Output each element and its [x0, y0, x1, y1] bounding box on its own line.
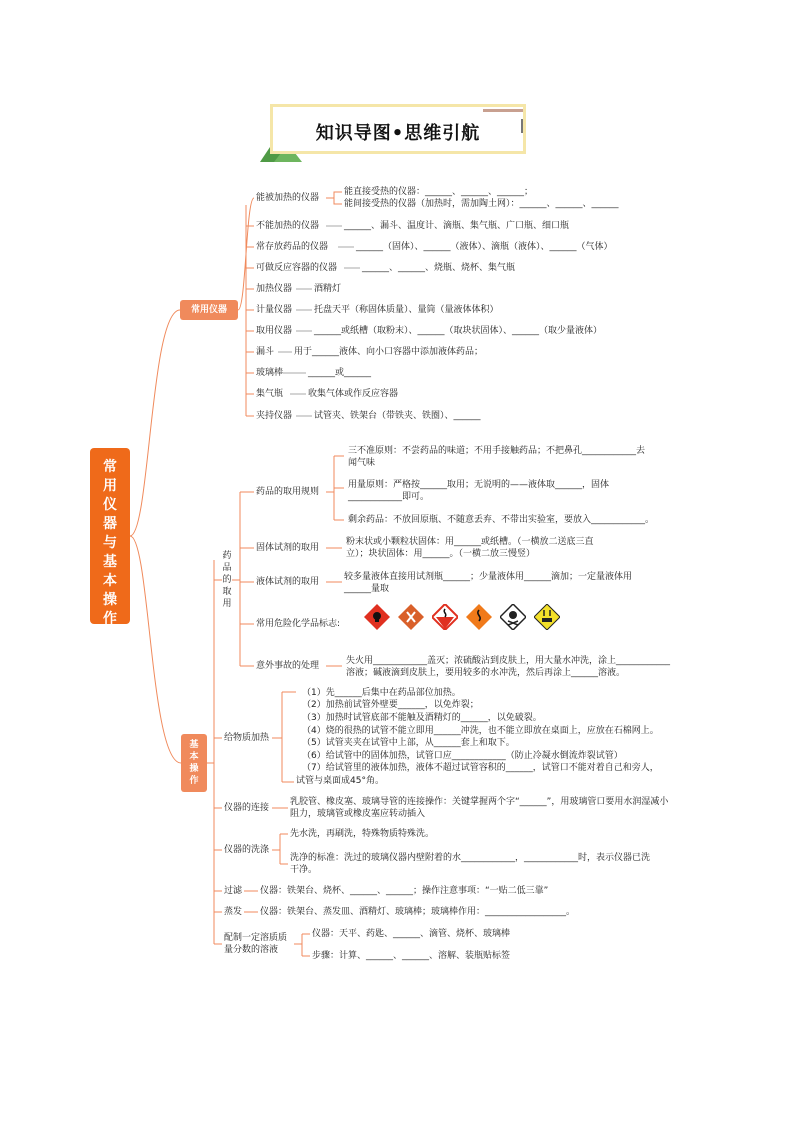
- node-storage: 常存放药品的仪器: [256, 242, 329, 252]
- text-funnel: 用于______液体、向小口容器中添加液体药品；: [294, 347, 484, 357]
- text-heating-1: （1）先______后集中在药品部位加热。: [302, 688, 461, 698]
- text-wash-b: 洗净的标准：洗过的玻璃仪器内壁附着的水____________，____________时，表示仪器已洗: [290, 853, 651, 863]
- text-accident-b: 溶液；碱液滴到皮肤上，要用较多的水冲洗，然后再涂上______溶液。: [346, 668, 626, 678]
- node-measuring: 计量仪器: [256, 305, 293, 315]
- text-clamping: 试管夹、铁架台（带铁夹、铁圈）、______: [314, 411, 481, 421]
- connector-branch1-spine: [238, 198, 254, 416]
- title-decoration-tick: [521, 119, 523, 133]
- text-solution-b: 步骤：计算、______、______、溶解、装瓶贴标签: [312, 951, 511, 961]
- text-measuring: 托盘天平（称固体质量）、量筒（量液体体积）: [314, 305, 499, 315]
- connector-root-branch2: [130, 536, 181, 763]
- text-reaction-vessel: ______、______、烧瓶、烧杯、集气瓶: [362, 263, 516, 273]
- oxidizer-sign: [466, 604, 492, 630]
- text-wash-c: 干净。: [290, 865, 318, 875]
- node-heatable: 能被加热的仪器: [256, 193, 320, 203]
- node-connect: 仪器的连接: [224, 803, 270, 813]
- node-not-heatable: 不能加热的仪器: [256, 221, 320, 231]
- text-connect-a: 乳胶管、橡皮塞、玻璃导管的连接操作：关键掌握两个字“______”，用玻璃管口要用水润湿减小: [290, 797, 669, 807]
- text-liquid-a: 较多量液体直接用试剂瓶______；少量液体用______滴加；一定量液体用: [344, 572, 633, 582]
- text-solid-a: 粉末状或小颗粒状固体：用______或纸槽。（一横放二送底三直: [346, 537, 594, 547]
- text-rule-three-no-b: 闻气味: [348, 458, 376, 468]
- branch-common-instruments: 常用仪器: [180, 300, 238, 320]
- text-heating-7: （7）给试管里的液体加热，液体不超过试管容积的______，试管口不能对着自己和旁人，: [302, 763, 659, 773]
- node-reaction-vessel: 可做反应容器的仪器: [256, 263, 338, 273]
- flammable-sign: [432, 604, 458, 630]
- text-heating-8: 试管与桌面成45°角。: [296, 776, 384, 786]
- text-evaporate: 仪器：铁架台、蒸发皿、酒精灯、玻璃棒；玻璃棒作用：__________________。: [260, 907, 576, 917]
- text-solution-a: 仪器：天平、药匙、______、滴管、烧杯、玻璃棒: [312, 929, 511, 939]
- skull-sign: [364, 604, 390, 630]
- node-taking: 取用仪器: [256, 326, 293, 336]
- branch-basic-operations: 基 本 操 作: [181, 734, 207, 792]
- node-hazard-signs: 常用危险化学品标志:: [256, 619, 341, 629]
- text-accident-a: 失火用____________盖灭；浓硫酸沾到皮肤上，用大量水冲洗，涂上____________: [346, 656, 671, 666]
- text-direct-heat: 能直接受热的仪器：______、______、______；: [344, 187, 534, 197]
- node-drug-taking: 药品的取用: [222, 551, 232, 609]
- title-decoration-bar: [483, 109, 523, 112]
- node-drug-rules: 药品的取用规则: [256, 487, 320, 497]
- corrosive-sign: [534, 604, 560, 630]
- node-accident: 意外事故的处理: [256, 661, 320, 671]
- text-gas-bottle: 收集气体或作反应容器: [308, 389, 399, 399]
- node-solid-taking: 固体试剂的取用: [256, 543, 320, 553]
- title-box: [270, 104, 526, 154]
- text-rule-leftover: 剩余药品：不放回原瓶、不随意丢弃、不带出实验室，要放入____________。: [348, 515, 655, 525]
- text-storage: ______（固体）、______（液体）、滴瓶（液体）、______（气体）: [356, 242, 613, 252]
- text-wash-a: 先水洗，再刷洗，特殊物质特殊洗。: [290, 829, 435, 839]
- text-rule-amount-a: 用量原则：严格按______取用；无说明的——液体取______，固体: [348, 480, 610, 490]
- node-heating-substance: 给物质加热: [224, 733, 270, 743]
- text-taking: ______或纸槽（取粉末）、______（取块状固体）、______（取少量液体）: [314, 326, 603, 336]
- node-funnel: 漏斗: [256, 347, 275, 357]
- page-title: 知识导图•思维引航: [315, 123, 481, 144]
- explosive-sign: [398, 604, 424, 630]
- toxic-sign: [500, 604, 526, 630]
- text-heating-5: （5）试管夹夹在试管中上部，从______套上和取下。: [302, 738, 515, 748]
- node-glass-rod: 玻璃棒: [256, 368, 284, 378]
- node-evaporate: 蒸发: [224, 907, 243, 917]
- node-solution-2: 量分数的溶液: [224, 945, 279, 955]
- node-solution-1: 配制一定溶质质: [224, 933, 288, 943]
- text-filter: 仪器：铁架台、烧杯、______、______；操作注意事项：“一贴二低三靠”: [260, 886, 549, 896]
- text-solid-b: 立）；块状固体：用______。（一横二放三慢竖）: [346, 549, 536, 559]
- node-liquid-taking: 液体试剂的取用: [256, 577, 320, 587]
- text-rule-three-no-a: 三不准原则：不尝药品的味道；不用手接触药品；不把鼻孔____________去: [348, 446, 646, 456]
- text-indirect-heat: 能间接受热的仪器（加热时，需加陶土网）：______、______、______: [344, 199, 619, 209]
- node-wash: 仪器的洗涤: [224, 845, 270, 855]
- text-not-heatable: ______、漏斗、温度计、滴瓶、集气瓶、广口瓶、细口瓶: [344, 221, 570, 231]
- node-clamping: 夹持仪器: [256, 411, 293, 421]
- text-heating-4: （4）烧的很热的试管不能立即用______冲洗，也不能立即放在桌面上，应放在石棉网上。: [302, 726, 659, 736]
- node-filter: 过滤: [224, 886, 243, 896]
- text-glass-rod: ______或______: [308, 368, 372, 378]
- text-rule-amount-b: ____________即可。: [348, 492, 430, 502]
- text-connect-b: 阻力，玻璃管或橡皮塞应转动插入: [290, 809, 426, 819]
- text-liquid-b: ______量取: [344, 584, 390, 594]
- root-node: 常 用 仪 器 与 基 本 操 作: [90, 448, 130, 624]
- text-heating-2: （2）加热前试管外壁要______，以免炸裂；: [302, 700, 479, 710]
- node-heating-instrument: 加热仪器: [256, 284, 293, 294]
- text-heating-3: （3）加热时试管底部不能触及酒精灯的______，以免破裂。: [302, 713, 542, 723]
- text-heating-instrument: 酒精灯: [314, 284, 342, 294]
- text-heating-6: （6）给试管中的固体加热，试管口应____________（防止冷凝水倒流炸裂试管）: [302, 751, 623, 761]
- node-gas-bottle: 集气瓶: [256, 389, 284, 399]
- connector-root-branch1: [130, 310, 180, 536]
